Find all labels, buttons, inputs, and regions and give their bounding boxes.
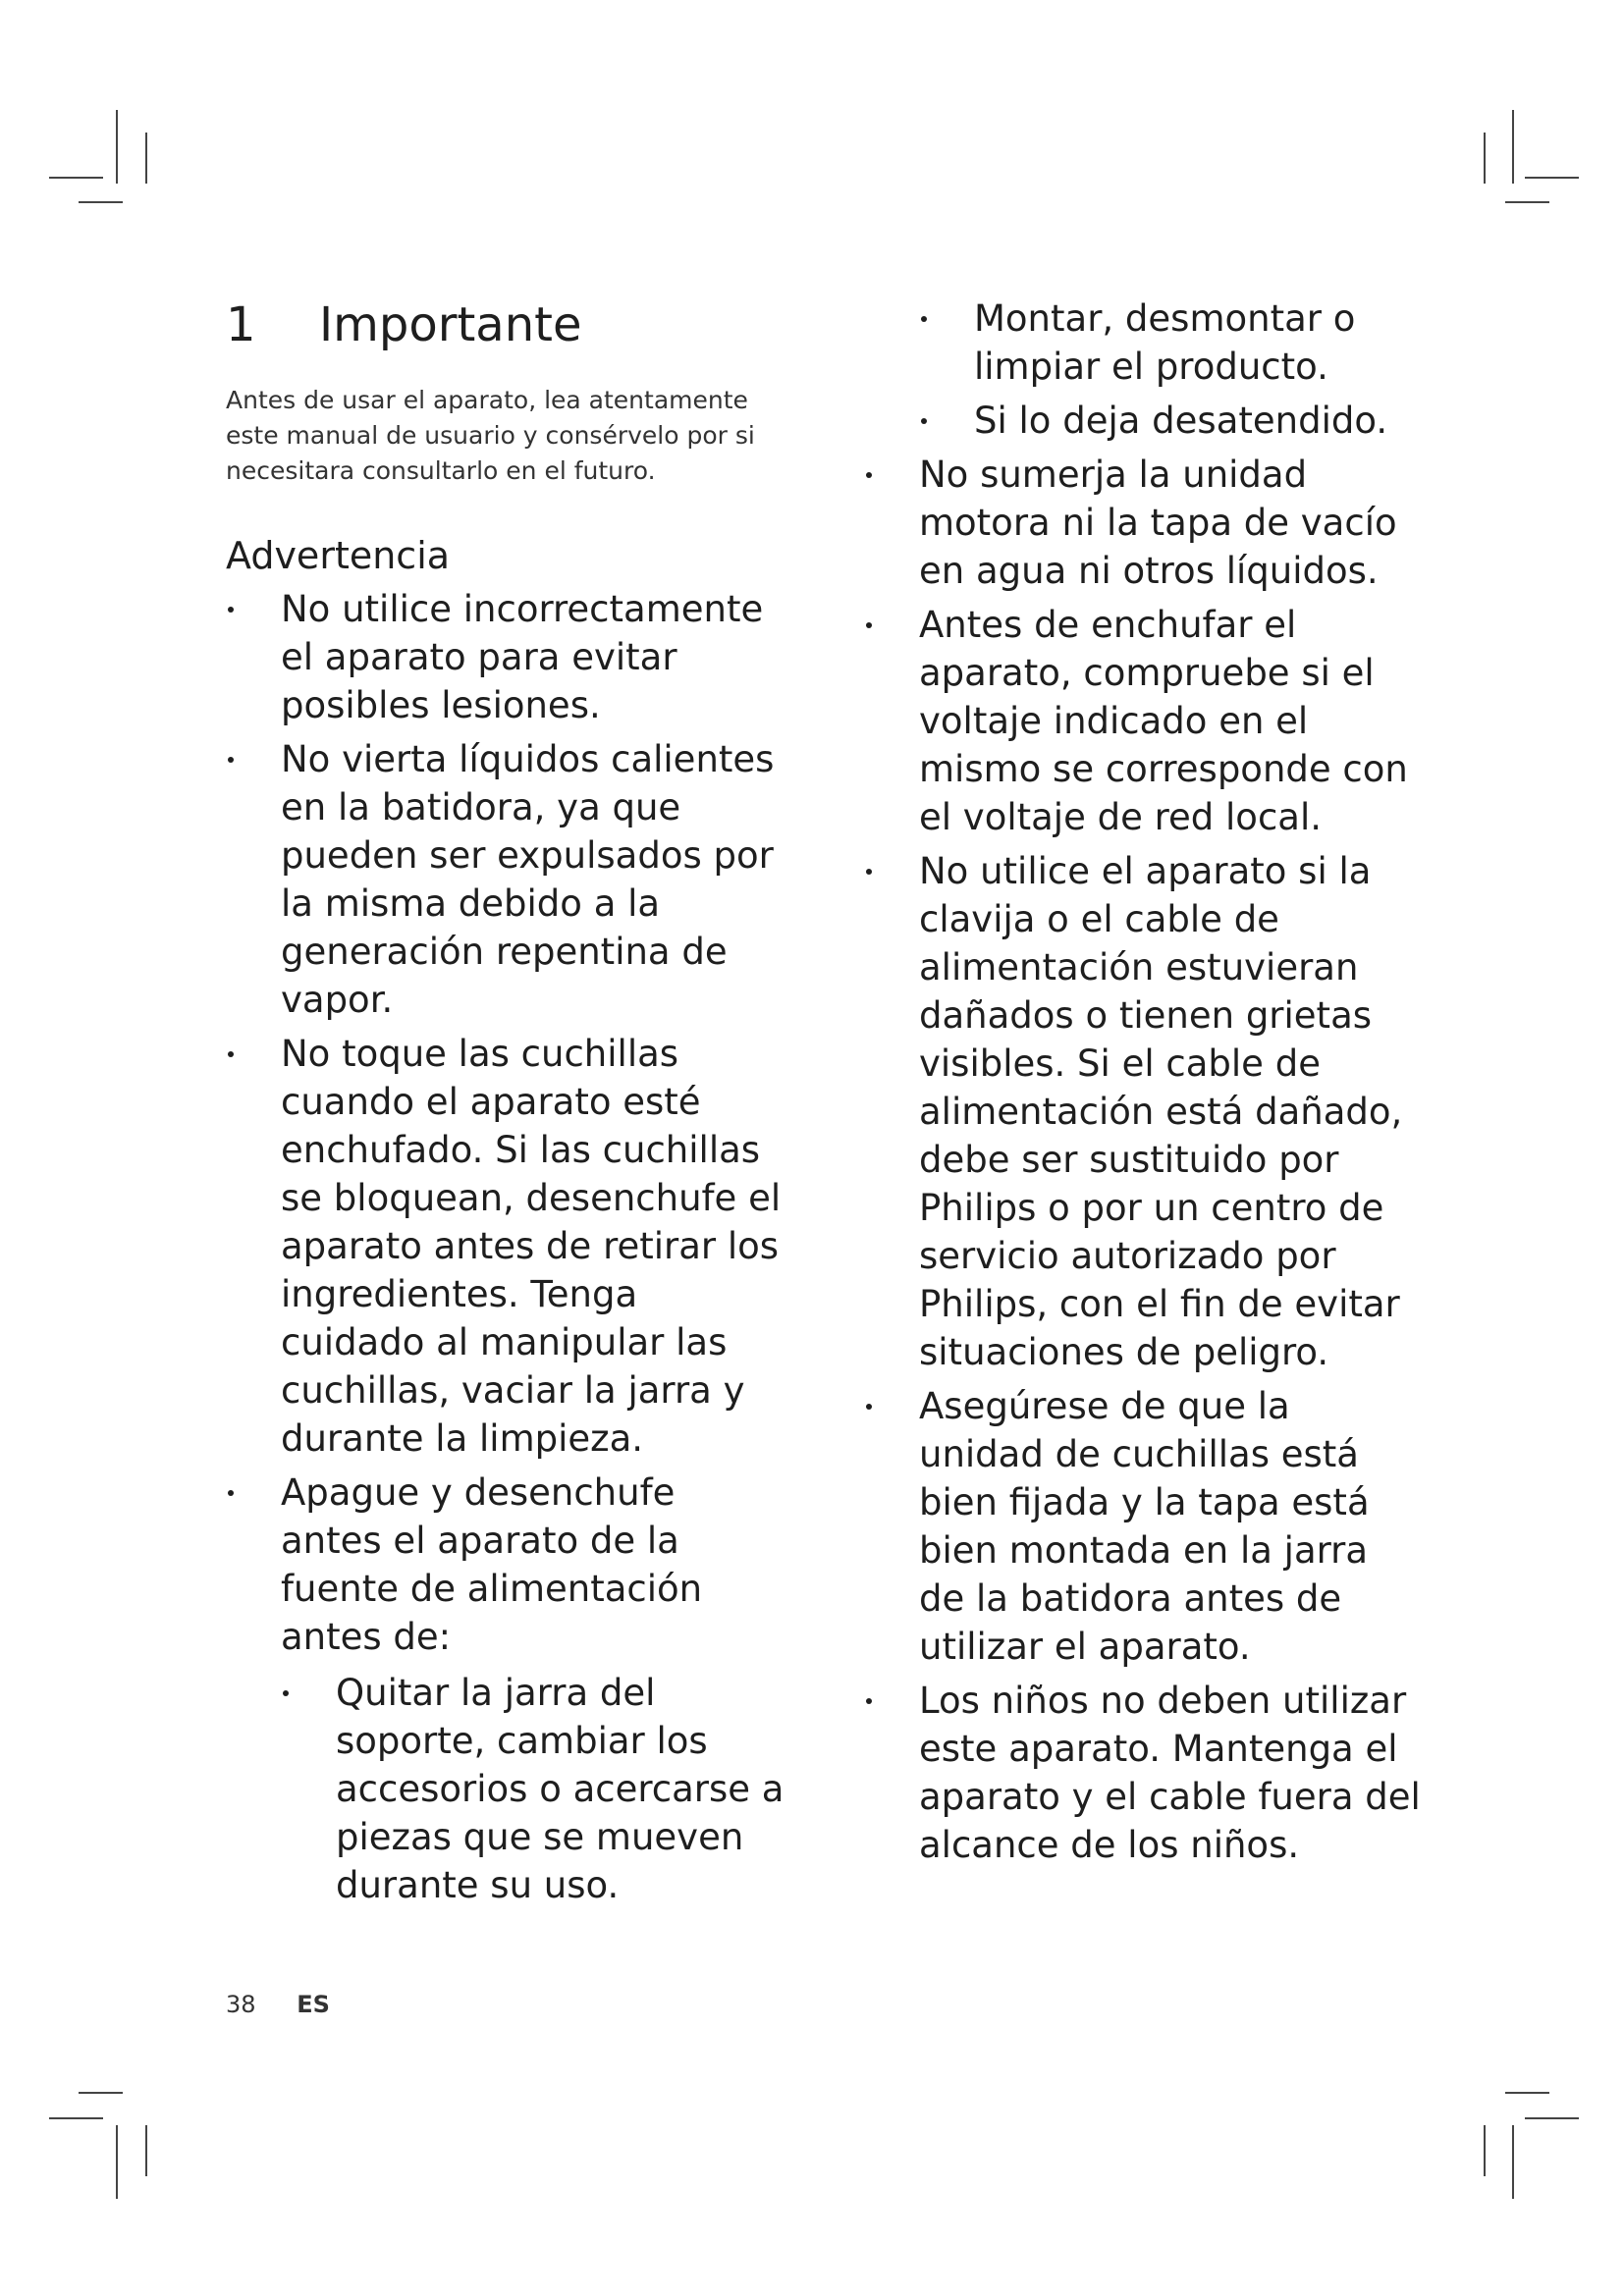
crop-mark bbox=[1512, 2125, 1514, 2199]
list-item: Antes de enchufar el aparato, compruebe si el voltaje indicado en el mismo se corresponde con el voltaje de red local. bbox=[864, 601, 1424, 841]
page-number: 38 bbox=[226, 1991, 256, 2018]
crop-mark bbox=[79, 201, 123, 203]
bullet-icon bbox=[866, 622, 872, 628]
bullet-icon bbox=[228, 757, 234, 763]
sub-list-item: Quitar la jarra del soporte, cambiar los accesorios o acercarse a piezas que se mueven durante su uso. bbox=[281, 1669, 785, 1909]
bullet-icon bbox=[866, 472, 872, 478]
bullet-icon bbox=[921, 316, 927, 322]
crop-mark bbox=[1484, 133, 1486, 184]
left-column bbox=[226, 294, 785, 1909]
warning-list-right bbox=[864, 451, 1424, 1869]
bullet-icon bbox=[228, 607, 234, 613]
bullet-icon bbox=[866, 1404, 872, 1410]
crop-mark bbox=[49, 177, 103, 179]
crop-mark bbox=[1484, 2125, 1486, 2176]
crop-mark bbox=[1525, 177, 1579, 179]
list-item: No utilice incorrectamente el aparato para evitar posibles lesiones. bbox=[226, 585, 785, 729]
warning-list-left bbox=[226, 585, 785, 1909]
sub-list bbox=[281, 1669, 785, 1909]
crop-mark bbox=[1525, 2117, 1579, 2119]
crop-mark bbox=[116, 110, 118, 184]
list-item: Asegúrese de que la unidad de cuchillas está bien fijada y la tapa está bien montada en la jarra de la batidora antes de utilizar el aparato. bbox=[864, 1382, 1424, 1671]
bullet-icon bbox=[866, 1698, 872, 1704]
bullet-icon bbox=[228, 1490, 234, 1496]
intro-paragraph: Antes de usar el aparato, lea atentamente este manual de usuario y consérvelo por si necesitara consultarlo en el futuro. bbox=[226, 386, 755, 485]
chapter-number: 1 bbox=[226, 297, 256, 352]
bullet-icon bbox=[283, 1690, 289, 1696]
chapter-title: Importante bbox=[319, 297, 582, 352]
bullet-icon bbox=[921, 418, 927, 424]
crop-mark bbox=[1505, 2092, 1549, 2094]
crop-mark bbox=[1505, 201, 1549, 203]
crop-mark bbox=[49, 2117, 103, 2119]
list-item: No toque las cuchillas cuando el aparato esté enchufado. Si las cuchillas se bloquean, desenchufe el aparato antes de retirar los ingredientes. Tenga cuidado al manipular las cuchillas, vaciar la jarra y durante la limpieza. bbox=[226, 1030, 785, 1463]
sub-list-continued bbox=[919, 294, 1424, 445]
chapter-heading bbox=[226, 294, 785, 355]
crop-mark bbox=[145, 2125, 147, 2176]
crop-mark bbox=[79, 2092, 123, 2094]
sub-list-item: Si lo deja desatendido. bbox=[919, 397, 1424, 445]
crop-mark bbox=[116, 2125, 118, 2199]
crop-mark bbox=[145, 133, 147, 184]
page-footer bbox=[226, 1991, 330, 2018]
section-title: Advertencia bbox=[226, 534, 451, 577]
language-code: ES bbox=[297, 1991, 330, 2018]
right-column bbox=[864, 294, 1424, 1869]
bullet-icon bbox=[866, 869, 872, 875]
list-item: No utilice el aparato si la clavija o el cable de alimentación estuvieran dañados o tienen grietas visibles. Si el cable de alimentación está dañado, debe ser sustituido por Philips o por un centro de servicio autorizado por Philips, con el fin de evitar situaciones de peligro. bbox=[864, 847, 1424, 1376]
crop-mark bbox=[1512, 110, 1514, 184]
bullet-icon bbox=[228, 1051, 234, 1057]
list-item: Apague y desenchufe antes el aparato de la fuente de alimentación antes de: Quitar la jarra del soporte, cambiar los accesorios o acercarse a piezas que se mueven durante su uso. bbox=[226, 1468, 785, 1909]
list-item: Los niños no deben utilizar este aparato. Mantenga el aparato y el cable fuera del alcance de los niños. bbox=[864, 1677, 1424, 1869]
list-item: No vierta líquidos calientes en la batidora, ya que pueden ser expulsados por la misma debido a la generación repentina de vapor. bbox=[226, 735, 785, 1024]
sub-list-item: Montar, desmontar o limpiar el producto. bbox=[919, 294, 1424, 391]
list-item: No sumerja la unidad motora ni la tapa de vacío en agua ni otros líquidos. bbox=[864, 451, 1424, 595]
